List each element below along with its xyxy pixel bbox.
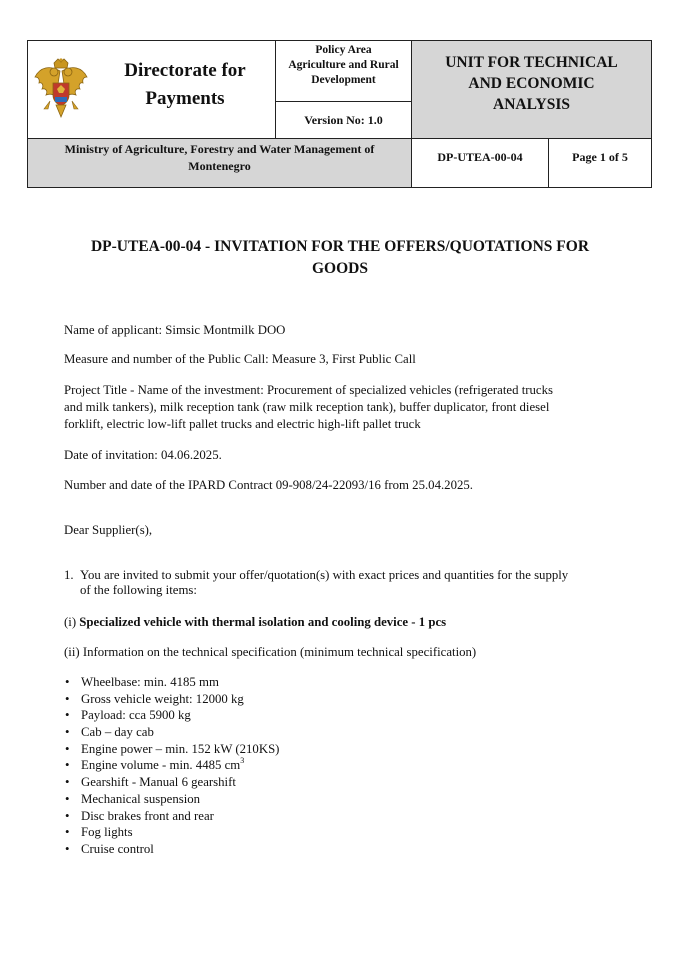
unit-line-1: UNIT FOR TECHNICAL <box>445 54 618 71</box>
directorate-line-2: Payments <box>145 88 225 109</box>
project-line-2: and milk tankers), milk reception tank (raw milk reception tank), buffer duplicator, front diesel <box>64 400 550 414</box>
bullet-icon: • <box>65 775 70 790</box>
page-info-cell: Page 1 of 5 <box>549 138 651 187</box>
bullet-icon: • <box>65 758 70 773</box>
title-line-2: GOODS <box>312 260 368 277</box>
point-1 <box>64 568 616 598</box>
point-1-number: 1. <box>64 568 74 582</box>
bullet-icon: • <box>65 791 70 806</box>
bullet-icon: • <box>65 708 70 723</box>
measure-text: Measure and number of the Public Call: Measure 3, First Public Call <box>64 352 416 366</box>
directorate-line-1: Directorate for <box>124 60 246 81</box>
item-heading <box>64 614 624 631</box>
date-invitation-text: Date of invitation: 04.06.2025. <box>64 448 222 462</box>
doc-code-cell: DP-UTEA-00-04 <box>412 138 549 187</box>
spec-list <box>64 674 279 858</box>
unit-cell <box>412 41 651 138</box>
policy-line-2: Agriculture and Rural <box>288 59 399 71</box>
project-line-1: Project Title - Name of the investment: Procurement of specialized vehicles (refrigerated trucks <box>64 383 553 397</box>
list-item: • Engine power – min. 152 kW (210KS) <box>65 741 280 756</box>
policy-line-3: Development <box>311 74 376 86</box>
list-item: • Disc brakes front and rear <box>65 808 214 823</box>
list-item: • Cruise control <box>65 841 154 856</box>
montenegro-coat-of-arms-icon <box>32 57 90 121</box>
bullet-icon: • <box>65 841 70 856</box>
bullet-icon: • <box>65 691 70 706</box>
bullet-icon: • <box>65 741 70 756</box>
version-cell: Version No: 1.0 <box>276 102 412 138</box>
bullet-icon: • <box>65 675 70 689</box>
list-item: • Fog lights <box>65 825 133 840</box>
list-item: • Gross vehicle weight: 12000 kg <box>65 691 244 706</box>
list-item: • Gearshift - Manual 6 gearshift <box>65 775 236 790</box>
point-1-line-2: of the following items: <box>80 583 197 597</box>
unit-line-2: AND ECONOMIC <box>468 75 595 92</box>
unit-line-3: ANALYSIS <box>493 96 570 113</box>
contract-text: Number and date of the IPARD Contract 09-908/24-22093/16 from 25.04.2025. <box>64 478 473 492</box>
item-title: Specialized vehicle with thermal isolation and cooling device - 1 pcs <box>79 615 447 629</box>
title-line-1: DP-UTEA-00-04 - INVITATION FOR THE OFFERS/QUOTATIONS FOR <box>90 238 590 255</box>
item-prefix: (i) <box>64 615 77 629</box>
project-title-text <box>64 382 614 433</box>
ministry-line-1: Ministry of Agriculture, Forestry and Water Management of <box>64 142 375 156</box>
bullet-icon: • <box>65 808 70 823</box>
bullet-icon: • <box>65 725 70 740</box>
directorate-cell <box>28 41 276 138</box>
document-title <box>60 236 620 280</box>
bullet-icon: • <box>65 825 70 840</box>
ministry-line-2: Montenegro <box>188 159 251 173</box>
applicant-text: Name of applicant: Simsic Montmilk DOO <box>64 323 286 337</box>
directorate-title <box>100 57 270 113</box>
policy-area-cell <box>276 41 412 102</box>
list-item: • Engine volume - min. 4485 $cm^3$ <box>65 756 245 773</box>
list-item: • Mechanical suspension <box>65 791 201 806</box>
list-item: • Payload: cca 5900 kg <box>65 708 191 723</box>
project-line-3: forklift, electric low-lift pallet trucks and electric high-lift pallet truck <box>64 417 421 431</box>
ministry-cell <box>28 138 412 187</box>
greeting-text: Dear Supplier(s), <box>64 523 153 537</box>
header-table <box>27 40 652 188</box>
superscript-3: 3 <box>240 756 245 766</box>
policy-line-1: Policy Area <box>315 44 372 56</box>
point-1-line-1: You are invited to submit your offer/quotation(s) with exact prices and quantities for the supply <box>80 568 569 582</box>
list-item: • Cab – day cab <box>65 725 154 740</box>
tech-spec-heading: (ii) Information on the technical specification (minimum technical specification) <box>64 645 477 659</box>
list-item: • Wheelbase: min. 4185 mm <box>65 675 219 689</box>
